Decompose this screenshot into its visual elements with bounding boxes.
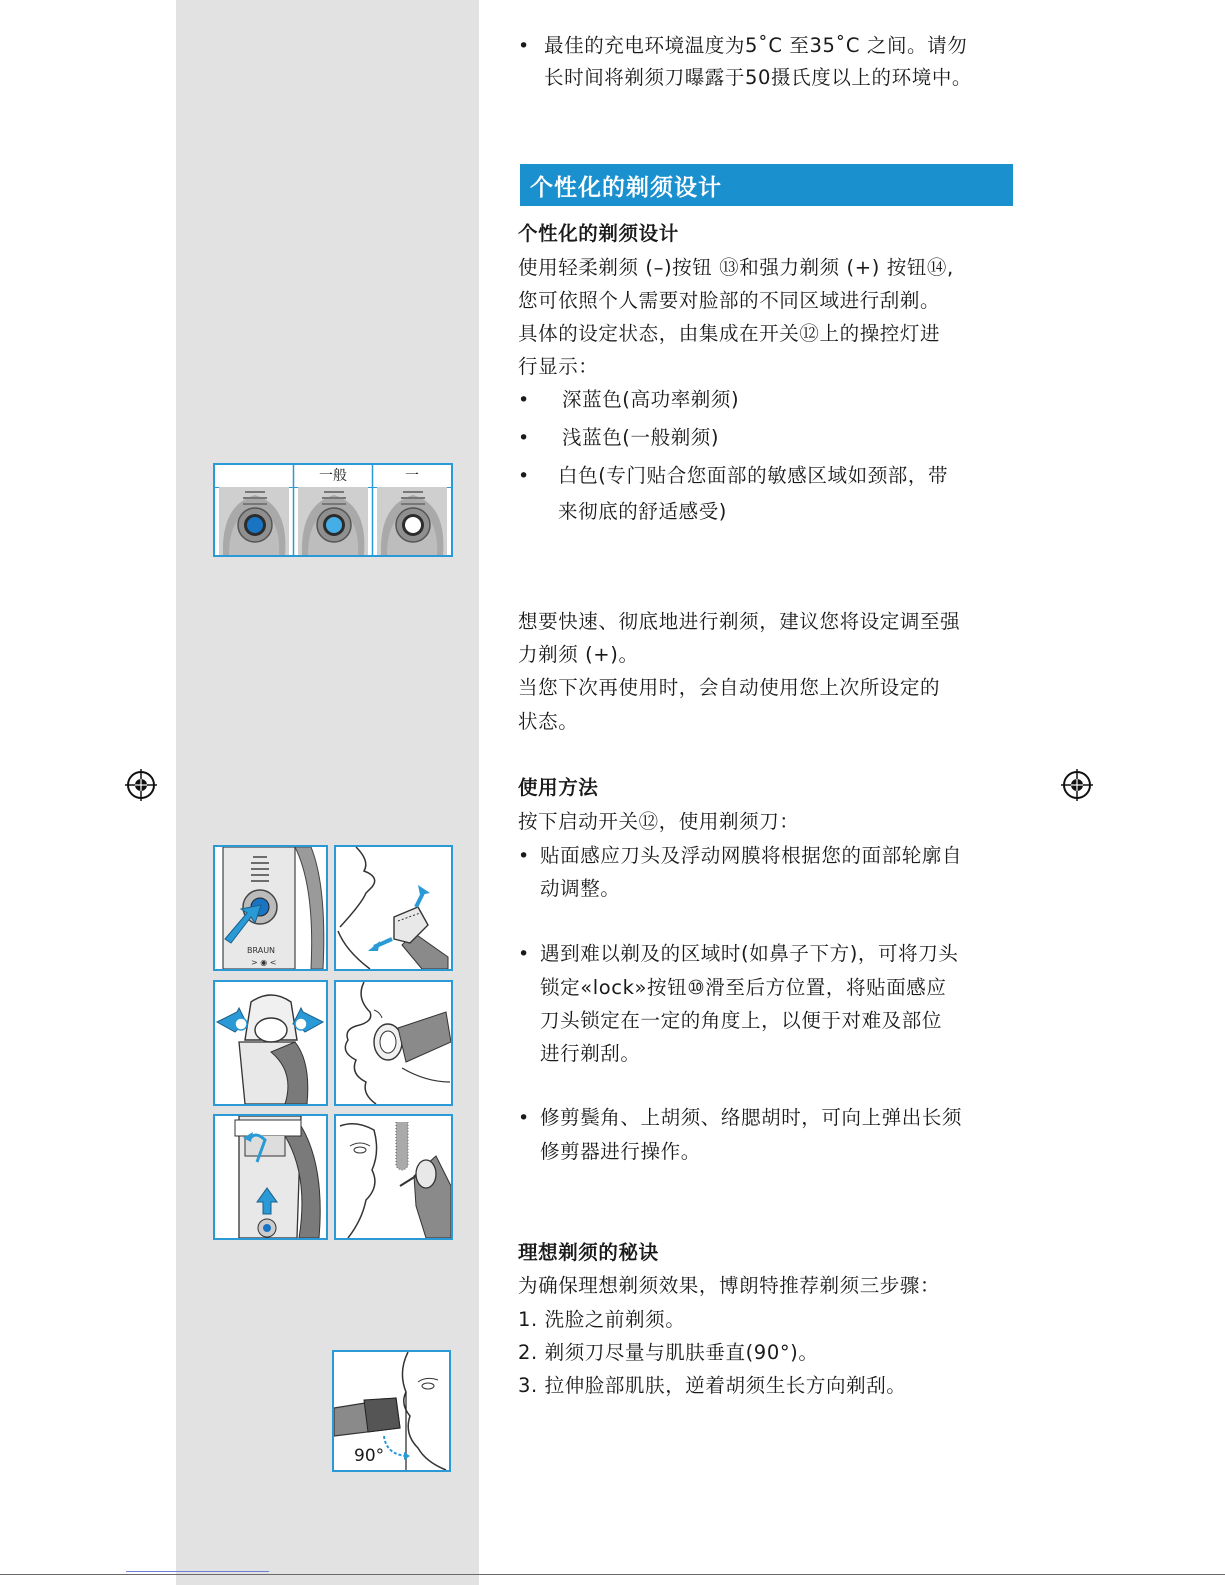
usage-bullet-line: 修剪鬓角、上胡须、络腮胡时，可向上弹出长须	[540, 1106, 963, 1129]
tips-heading: 理想剃须的秘诀	[518, 1241, 659, 1264]
figure-90-degree	[332, 1350, 451, 1472]
section-title: 个性化的剃须设计	[530, 175, 722, 201]
personal-heading: 个性化的剃须设计	[518, 222, 679, 245]
bullet-icon: •	[518, 35, 530, 57]
usage-bullet-line: 刀头锁定在一定的角度上，以便于对难及部位	[540, 1009, 943, 1032]
lock-head-illustration-icon	[215, 982, 326, 1104]
90-degree-shaving-illustration-icon	[334, 1352, 449, 1470]
svg-text:> ◉ <: > ◉ <	[251, 958, 277, 967]
personal-text-line: 行显示：	[518, 355, 599, 378]
mode-item: 白色(专门贴合您面部的敏感区域如颈部，带	[558, 464, 949, 487]
tip-line: 状态。	[518, 710, 579, 733]
mode-item: 深蓝色(高功率剃须)	[562, 388, 740, 411]
charging-note-line: 最佳的充电环境温度为5˚C 至35˚C 之间。请勿	[544, 34, 968, 57]
tips-intro: 为确保理想剃须效果，博朗特推荐剃须三步骤：	[518, 1274, 941, 1297]
usage-heading: 使用方法	[518, 776, 599, 799]
usage-bullet-line: 贴面感应刀头及浮动网膜将根据您的面部轮廓自	[540, 844, 963, 867]
mode-indicator-figure	[213, 463, 453, 557]
tips-step: 1. 洗脸之前剃须。	[518, 1308, 686, 1331]
section-title-bar	[520, 164, 1013, 206]
tips-step: 3. 拉伸脸部肌肤，逆着胡须生长方向剃刮。	[518, 1374, 907, 1397]
mode-item: 浅蓝色(一般剃须)	[562, 426, 720, 449]
margin-column	[176, 0, 479, 1585]
figure-long-hair-trimmer	[213, 1114, 328, 1240]
bullet-icon: •	[518, 845, 530, 867]
personal-text-line: 使用轻柔剃须 (–)按钮 ⑬和强力剃须 (+) 按钮⑭,	[518, 256, 954, 279]
bullet-icon: •	[518, 1107, 530, 1129]
brand-label: BRAUN	[247, 946, 276, 955]
bullet-icon: •	[518, 389, 530, 411]
angle-label: 90°	[354, 1446, 385, 1466]
figure-press-switch	[213, 845, 328, 971]
tip-line: 力剃须 (+)。	[518, 643, 639, 666]
sideburn-trim-illustration-icon	[336, 1116, 451, 1238]
bullet-icon: •	[518, 943, 530, 965]
press-switch-illustration-icon	[215, 847, 326, 969]
bullet-icon: •	[518, 427, 530, 449]
mode-label: 一	[373, 465, 451, 488]
charging-note-line: 长时间将剃须刀曝露于50摄氏度以上的环境中。	[544, 66, 973, 89]
usage-bullet-line: 进行剃刮。	[540, 1042, 641, 1065]
mode-item: 来彻底的舒适感受)	[558, 500, 728, 523]
usage-intro: 按下启动开关⑫，使用剃须刀：	[518, 810, 800, 833]
long-hair-trimmer-illustration-icon	[215, 1116, 326, 1238]
tips-step: 2. 剃须刀尽量与肌肤垂直(90°)。	[518, 1341, 819, 1364]
hard-to-reach-illustration-icon	[336, 982, 451, 1104]
usage-bullet-line: 动调整。	[540, 877, 621, 900]
floating-head-illustration-icon	[336, 847, 451, 969]
usage-bullet-line: 锁定«lock»按钮⑩滑至后方位置，将贴面感应	[540, 976, 947, 999]
usage-bullet-line: 遇到难以剃及的区域时(如鼻子下方)，可将刀头	[540, 942, 959, 965]
personal-text-line: 具体的设定状态，由集成在开关⑫上的操控灯进	[518, 322, 941, 345]
bullet-icon: •	[518, 465, 530, 487]
registration-mark-right-icon	[1060, 768, 1094, 802]
tip-line: 想要快速、彻底地进行剃须，建议您将设定调至强	[518, 610, 961, 633]
personal-text-line: 您可依照个人需要对脸部的不同区域进行刮剃。	[518, 289, 941, 312]
usage-bullet-line: 修剪器进行操作。	[540, 1140, 701, 1163]
figure-floating-head	[334, 845, 453, 971]
footer-rule	[0, 1574, 1225, 1575]
figure-lock-head	[213, 980, 328, 1106]
figure-hard-to-reach	[334, 980, 453, 1106]
shaver-switch-panels-icon	[215, 465, 451, 555]
registration-mark-left-icon	[124, 768, 158, 802]
footer-link-rule	[126, 1571, 269, 1572]
figure-sideburn-trim	[334, 1114, 453, 1240]
mode-label: 一般	[294, 465, 372, 488]
tip-line: 当您下次再使用时，会自动使用您上次所设定的	[518, 676, 941, 699]
